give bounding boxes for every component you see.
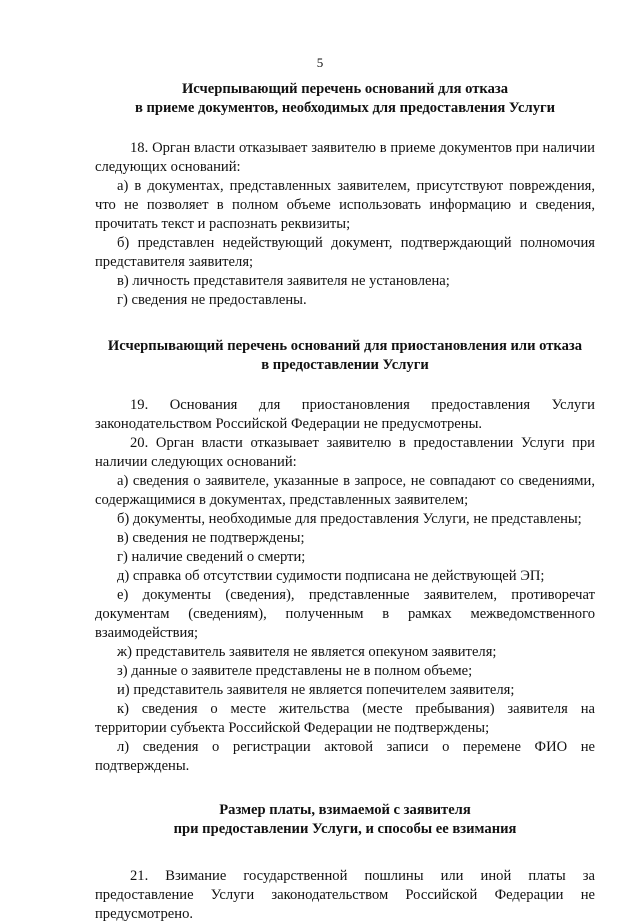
heading-line: в приеме документов, необходимых для предоставления Услуги xyxy=(134,100,556,116)
heading-line: в предоставлении Услуги xyxy=(261,357,429,373)
list-item-b: б) документы, необходимые для предоставления Услуги, не представлены; xyxy=(117,511,582,527)
heading-line: Размер платы, взимаемой с заявителя xyxy=(219,802,471,818)
heading-line: Исчерпывающий перечень оснований для отказа xyxy=(181,81,509,97)
paragraph-19: 19. Основания для приостановления предоставления Услуги законодательством Российской Федерации не предусмотрены. xyxy=(95,397,595,432)
list-item-g: г) сведения не предоставлены. xyxy=(117,292,307,308)
list-item-k: к) сведения о месте жительства (месте пребывания) заявителя на территории субъекта Российской Федерации не подтверждены; xyxy=(95,701,595,736)
heading-line: при предоставлении Услуги, и способы ее взимания xyxy=(173,821,517,837)
paragraph-18: 18. Орган власти отказывает заявителю в приеме документов при наличии следующих оснований: xyxy=(95,140,595,175)
list-item-d: д) справка об отсутствии судимости подписана не действующей ЭП; xyxy=(117,568,545,584)
paragraph-21: 21. Взимание государственной пошлины или иной платы за предоставление Услуги законодательством Российской Федерации не предусмотрено. xyxy=(95,868,595,922)
list-item-a: а) в документах, представленных заявителем, присутствуют повреждения, что не позволяет в полном объеме использовать информацию и сведения, прочитать текст и распознать реквизиты; xyxy=(95,178,595,232)
list-item-g: г) наличие сведений о смерти; xyxy=(117,549,306,565)
document-body xyxy=(95,66,595,924)
paragraph-20: 20. Орган власти отказывает заявителю в предоставлении Услуги при наличии следующих оснований: xyxy=(95,435,595,470)
heading-line: Исчерпывающий перечень оснований для приостановления или отказа xyxy=(107,338,583,354)
list-item-l: л) сведения о регистрации актовой записи о перемене ФИО не подтверждены. xyxy=(95,739,595,774)
section-heading-document-refusal xyxy=(95,80,595,118)
list-item-a: а) сведения о заявителе, указанные в запросе, не совпадают со сведениями, содержащимися в документах, представленных заявителем; xyxy=(95,473,595,508)
list-item-i: и) представитель заявителя не является попечителем заявителя; xyxy=(117,682,515,698)
list-item-b: б) представлен недействующий документ, подтверждающий полномочия представителя заявителя; xyxy=(95,235,595,270)
page-number: 5 xyxy=(316,55,324,70)
section-heading-fees xyxy=(95,801,595,839)
list-item-v: в) личность представителя заявителя не установлена; xyxy=(117,273,450,289)
list-item-v: в) сведения не подтверждены; xyxy=(117,530,305,546)
list-item-z: з) данные о заявителе представлены не в полном объеме; xyxy=(117,663,473,679)
list-item-zh: ж) представитель заявителя не является опекуном заявителя; xyxy=(117,644,497,660)
list-item-e: е) документы (сведения), представленные заявителем, противоречат документам (сведениям), полученным в рамках межведомственного взаимодействия; xyxy=(95,587,595,641)
section-heading-service-refusal xyxy=(95,337,595,375)
